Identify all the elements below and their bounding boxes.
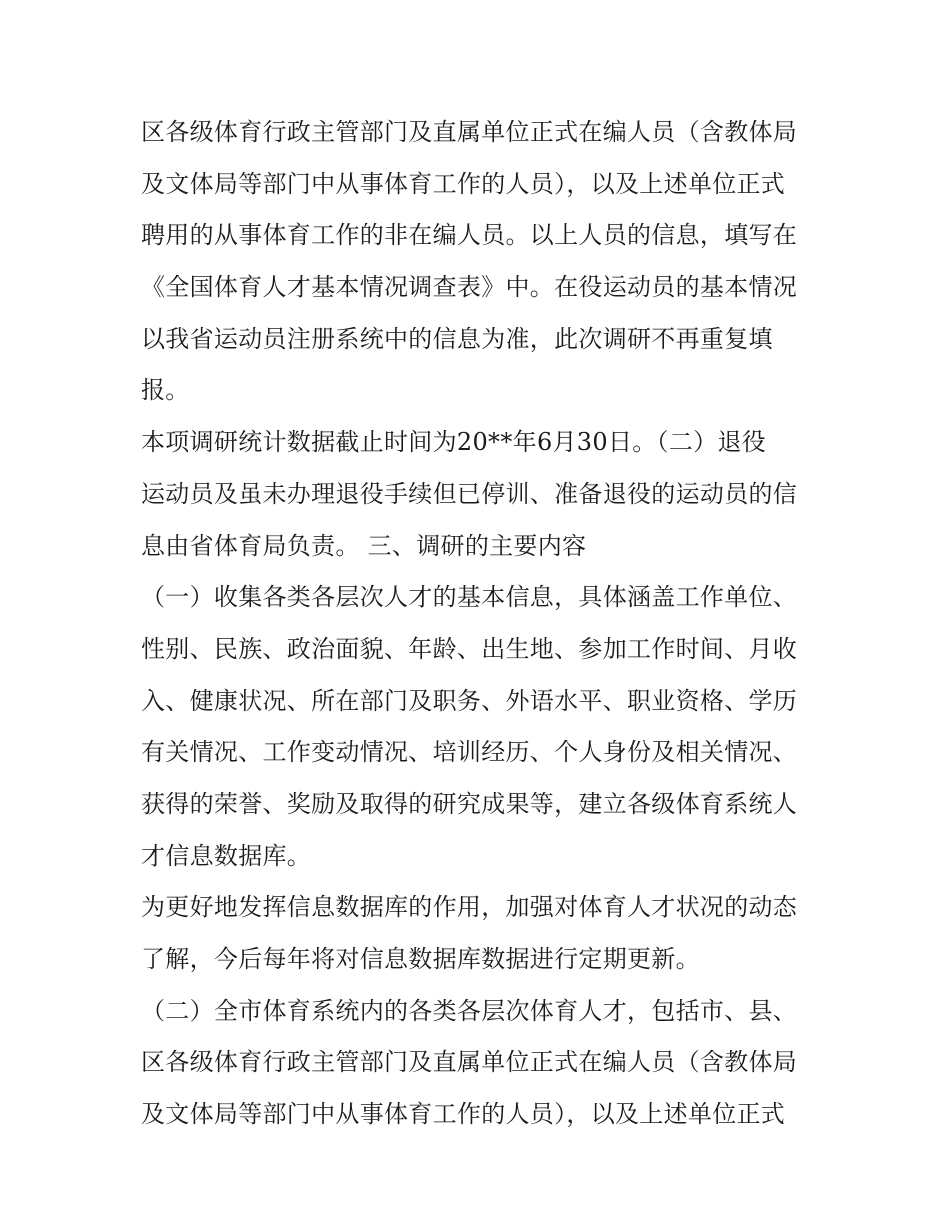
document-body <box>141 111 821 1145</box>
text-line: （一）收集各类各层次人才的基本信息，具体涵盖工作单位、 <box>141 583 798 612</box>
text-line: 报。 <box>141 376 190 405</box>
text-line: 才信息数据库。 <box>141 841 312 870</box>
text-line: 区各级体育行政主管部门及直属单位正式在编人员（含教体局 <box>141 118 798 146</box>
text-line: 《全国体育人才基本情况调查表》中。在役运动员的基本情况 <box>141 273 798 302</box>
text-line: 了解，今后每年将对信息数据库数据进行定期更新。 <box>141 945 700 973</box>
text-line: （二）全市体育系统内的各类各层次体育人才，包括市、县、 <box>141 996 798 1025</box>
text-line: 息由省体育局负责。 三、调研的主要内容 <box>141 531 587 560</box>
text-line: 及文体局等部门中从事体育工作的人员），以及上述单位正式 <box>141 1100 786 1129</box>
text-line: 性别、民族、政治面貌、年龄、出生地、参加工作时间、月收 <box>141 634 798 663</box>
text-line: 获得的荣誉、奖励及取得的研究成果等，建立各级体育系统人 <box>141 789 798 818</box>
text-line: 为更好地发挥信息数据库的作用，加强对体育人才状况的动态 <box>141 893 798 922</box>
text-line: 以我省运动员注册系统中的信息为准，此次调研不再重复填 <box>141 324 773 353</box>
text-line: 及文体局等部门中从事体育工作的人员），以及上述单位正式 <box>141 169 786 198</box>
text-line: 运动员及虽未办理退役手续但已停训、准备退役的运动员的信 <box>141 479 798 508</box>
text-line: 入、健康状况、所在部门及职务、外语水平、职业资格、学历 <box>141 686 798 715</box>
text-line: 区各级体育行政主管部门及直属单位正式在编人员（含教体局 <box>141 1048 798 1077</box>
text-line: 聘用的从事体育工作的非在编人员。以上人员的信息，填写在 <box>141 221 798 250</box>
text-line: 本项调研统计数据截止时间为20**年6月30日。（二）退役 <box>141 428 767 457</box>
text-line: 有关情况、工作变动情况、培训经历、个人身份及相关情况、 <box>141 738 798 767</box>
